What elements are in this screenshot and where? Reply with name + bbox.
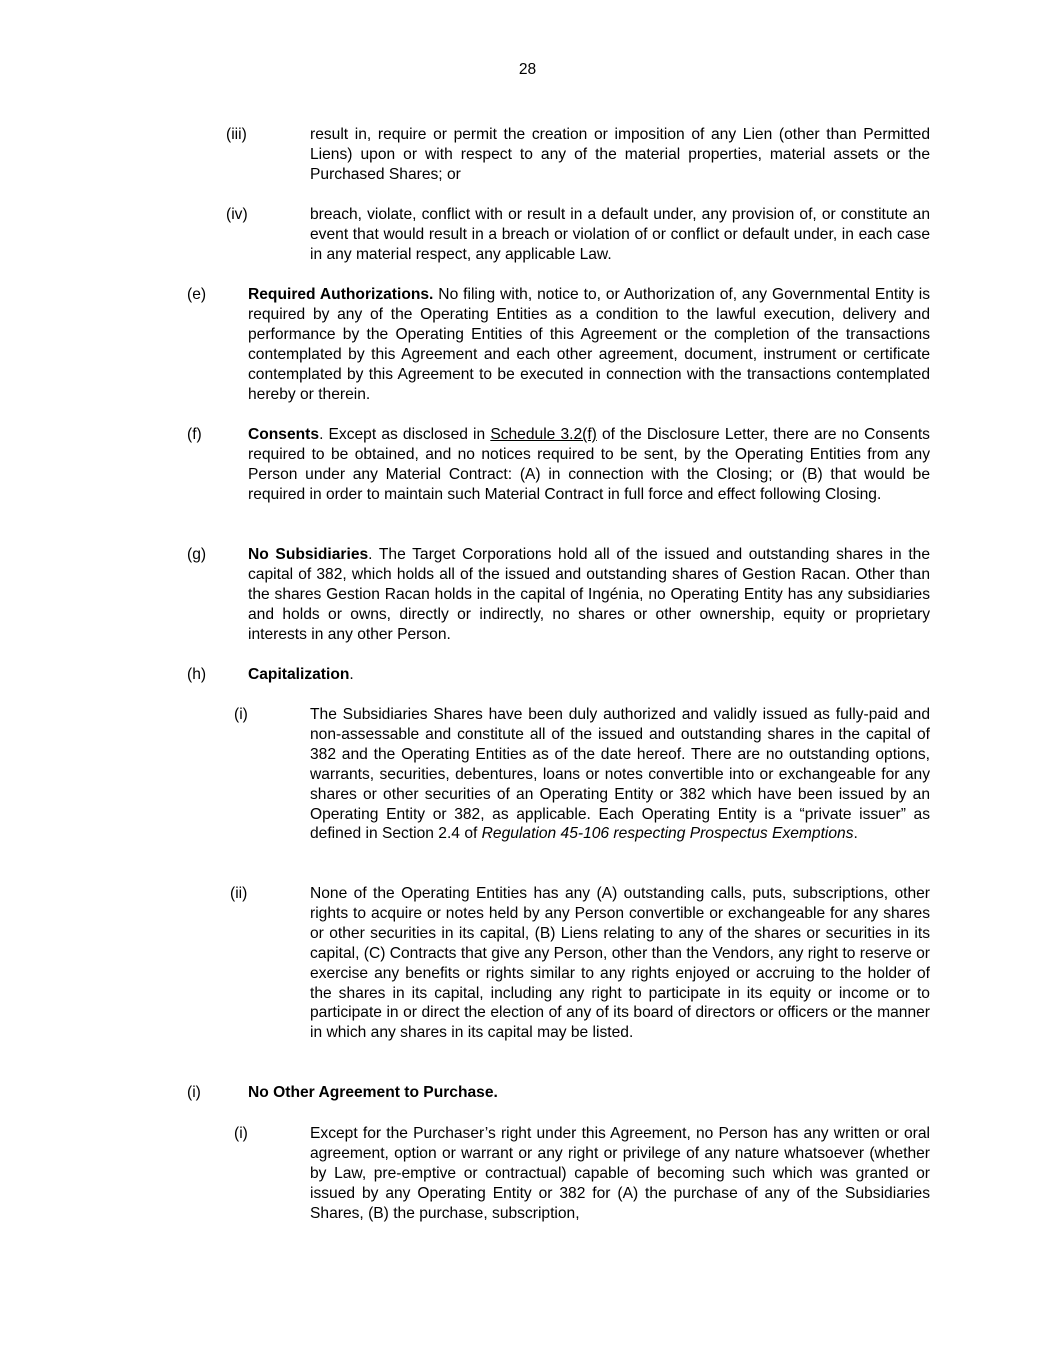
clause-text: None of the Operating Entities has any (A) outstanding calls, puts, subscriptions, other rights to acquire or notes held by any Person convertible or exchangeable for any shares or other securities in its capital, (B) Liens relating to any of the shares or securities in its capital, (C) Contracts that give any Person, other than the Vendors, any right to reserve or exercise any benefits or rights similar to any rights enjoyed or accruing to the holder of the shares in its capital, including any right to participate in its equity or income or to participate in or direct the election of any of its board of directors or officers or the manner in which any shares in its capital may be listed. <box>310 885 930 1042</box>
section-title: No Other Agreement to Purchase. <box>248 1084 498 1101</box>
clause-number: (i) <box>234 1125 248 1142</box>
section-text <box>248 285 930 404</box>
section-number: (e) <box>187 286 207 303</box>
section-number: (g) <box>187 546 207 563</box>
clause-number: (iv) <box>226 206 248 223</box>
section-body: . Except as disclosed in <box>319 426 491 443</box>
regulation-title: Regulation 45-106 respecting Prospectus Exemptions <box>481 825 854 843</box>
page-number: 28 <box>518 61 537 78</box>
clause-text: result in, require or permit the creation or imposition of any Lien (other than Permitted Liens) upon or with respect to any of the material properties, material assets or the Purchased Shares; or <box>310 126 930 183</box>
schedule-reference: Schedule 3.2(f) <box>490 426 597 443</box>
section-trail: . <box>349 666 354 683</box>
clause-text <box>310 705 930 844</box>
clause-trail: . <box>853 825 858 843</box>
clause-body: The Subsidiaries Shares have been duly authorized and validly issued as fully-paid and non-assessable and constitute all of the issued and outstanding shares in the capital of 382 and the Operating Entities as of the date hereof. There are no outstanding options, warrants, securities, debentures, loans or notes convertible into or exchangeable for any shares or other securities of an Operating Entity or 382 which have been issued by an Operating Entity or 382, as applicable. Each Operating Entity is a “private issuer” as defined in Section 2.4 of <box>310 706 930 843</box>
clause-number: (ii) <box>230 885 248 902</box>
clause-text: Except for the Purchaser’s right under this Agreement, no Person has any written or oral agreement, option or warrant or any right or privilege of any nature whatsoever (whether by Law, pre-emptive or contractual) capable of becoming such which was granted or issued by any Operating Entity or 382 for (A) the purchase of any of the Subsidiaries Shares, (B) the purchase, subscription, <box>310 1125 930 1222</box>
section-number: (h) <box>187 666 207 683</box>
clause-number: (iii) <box>226 126 247 143</box>
section-body: No filing with, notice to, or Authorization of, any Governmental Entity is required by any of the Operating Entities as a condition to the lawful execution, delivery and performance by the Operating Entities of this Agreement or the completion of the transactions contemplated by this Agreement and each other agreement, document, instrument or certificate contemplated by this Agreement to be executed in connection with the transactions contemplated hereby or therein. <box>248 286 930 403</box>
section-text <box>248 665 930 685</box>
section-title: Required Authorizations. <box>248 286 434 303</box>
section-number: (f) <box>187 426 202 443</box>
section-title: Consents <box>248 426 320 443</box>
section-title: No Subsidiaries <box>248 546 369 563</box>
section-title: Capitalization <box>248 666 350 683</box>
section-text <box>248 545 930 645</box>
section-text <box>248 425 930 505</box>
section-text <box>248 1083 930 1103</box>
clause-text: breach, violate, conflict with or result in a default under, any provision of, or constitute an event that would result in a breach or violation of or conflict or default under, in each case in any material respect, any applicable Law. <box>310 206 930 263</box>
section-number: (i) <box>187 1084 201 1101</box>
section-body: . The Target Corporations hold all of the issued and outstanding shares in the capital of 382, which holds all of the issued and outstanding shares of Gestion Racan. Other than the shares Gestion Racan holds in the capital of Ingénia, no Operating Entity has any subsidiaries and holds or owns, directly or indirectly, no shares or other ownership, equity or proprietary interests in any other Person. <box>248 546 930 643</box>
section-body: of the Disclosure Letter, there are no Consents required to be obtained, and no notices required to be sent, by the Operating Entities from any Person under any Material Contract: (A) in connection with the Closing; or (B) that would be required in order to maintain such Material Contract in full force and effect following Closing. <box>248 426 930 503</box>
clause-number: (i) <box>234 706 248 723</box>
